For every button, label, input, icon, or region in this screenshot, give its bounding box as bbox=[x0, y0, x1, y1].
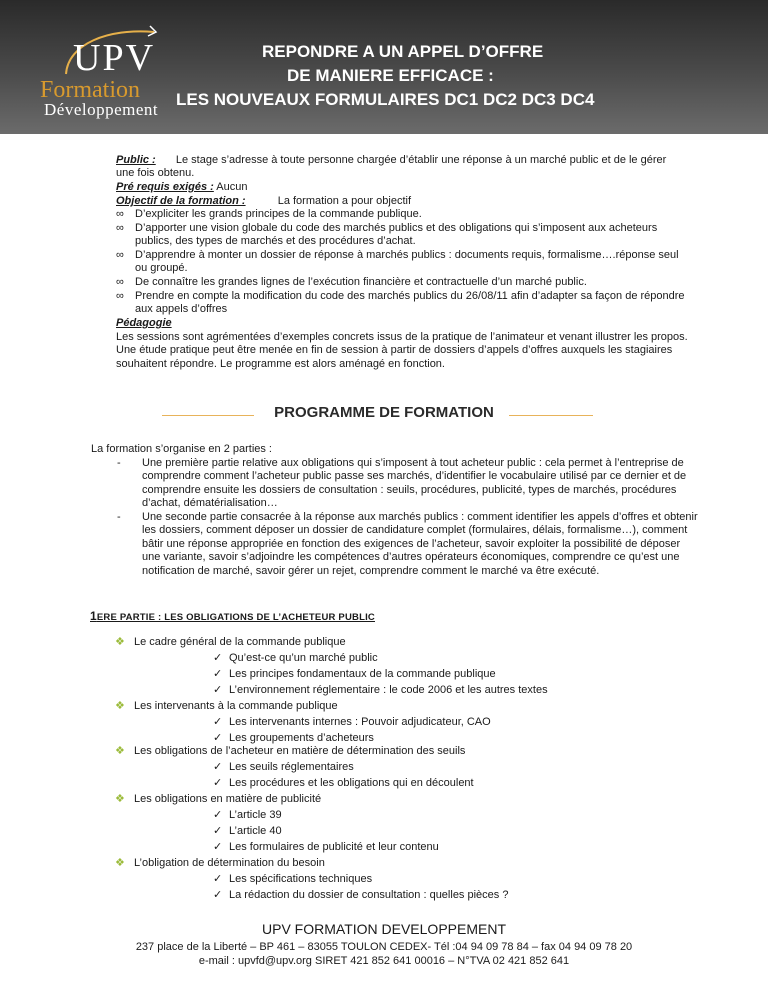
check-icon: ✓ bbox=[213, 668, 223, 680]
dash-bullet: - bbox=[117, 511, 121, 523]
programme-rule-right bbox=[509, 415, 593, 416]
footer-contact: e-mail : upvfd@upv.org SIRET 421 852 641 00016 – N°TVA 02 421 852 641 bbox=[198, 955, 570, 967]
section-item: Qu’est-ce qu’un marché public bbox=[229, 652, 378, 664]
objective-4: De connaître les grandes lignes de l’exécution financière et contractuelle d’un marché public. bbox=[135, 276, 587, 288]
objectif-line bbox=[116, 195, 411, 209]
objective-2: D’apporter une vision globale du code des marchés publics et des obligations qui s’imposent aux acheteurs bbox=[135, 222, 658, 234]
infinity-bullet-icon: ∞ bbox=[116, 290, 124, 302]
check-icon: ✓ bbox=[213, 761, 223, 773]
footer-title: UPV FORMATION DEVELOPPEMENT bbox=[262, 921, 506, 937]
part-1-title-text: ERE PARTIE : LES OBLIGATIONS DE L’ACHETEUR PUBLIC bbox=[96, 612, 375, 623]
part-desc-2-line-3: bâtir une réponse appropriée en fonction des exigences de l’acheteur, savoir exploiter la possibilité de déposer bbox=[142, 538, 681, 550]
logo-formation: Formation bbox=[40, 77, 140, 103]
programme-intro: La formation s’organise en 2 parties : bbox=[91, 443, 272, 455]
objective-3: D’apprendre à monter un dossier de réponse à marchés publics : documents requis, formalisme….réponse seul bbox=[135, 249, 679, 261]
public-text: Le stage s’adresse à toute personne chargée d’établir une réponse à un marché public et de le gérer bbox=[175, 154, 667, 166]
part-1-title bbox=[90, 609, 375, 623]
header-title-line-2: DE MANIERE EFFICACE : bbox=[287, 66, 494, 85]
section-item: Les groupements d’acheteurs bbox=[229, 732, 374, 744]
logo-upv: UPV bbox=[73, 37, 156, 79]
check-icon: ✓ bbox=[213, 684, 223, 696]
part-desc-1-line-1: Une première partie relative aux obligations qui s’imposent à tout acheteur public : cela permet à l’entreprise de bbox=[142, 457, 684, 469]
part-desc-2-line-4: une variante, savoir s’adjoindre les compétences d’autres opérateurs économiques, comprendre ce qu’est une bbox=[142, 551, 680, 563]
diamond-bullet-icon: ❖ bbox=[115, 700, 125, 712]
objective-1: D’expliciter les grands principes de la commande publique. bbox=[135, 208, 422, 220]
objectif-label: Objectif de la formation : bbox=[116, 195, 246, 207]
section-title: L’obligation de détermination du besoin bbox=[134, 857, 325, 869]
diamond-bullet-icon: ❖ bbox=[115, 857, 125, 869]
check-icon: ✓ bbox=[213, 777, 223, 789]
check-icon: ✓ bbox=[213, 841, 223, 853]
part-1-number: 1 bbox=[90, 609, 97, 623]
section-title: Le cadre général de la commande publique bbox=[134, 636, 346, 648]
check-icon: ✓ bbox=[213, 873, 223, 885]
objective-3-cont: ou groupé. bbox=[135, 262, 188, 274]
header-title-line-3: LES NOUVEAUX FORMULAIRES DC1 DC2 DC3 DC4 bbox=[176, 90, 595, 109]
part-desc-1-line-4: d’achat, dématérialisation… bbox=[142, 497, 278, 509]
section-item: L’article 40 bbox=[229, 825, 282, 837]
section-item: Les spécifications techniques bbox=[229, 873, 373, 885]
part-desc-1-line-2: comprendre comment l’acheteur public passe ses marchés, d’identifier le vocabulaire utilisé par ce dernier et de bbox=[142, 470, 687, 482]
public-line-2: une fois obtenu. bbox=[116, 167, 195, 179]
objective-2-cont: publics, des types de marchés et des procédures d’achat. bbox=[135, 235, 416, 247]
section-item: Les procédures et les obligations qui en découlent bbox=[229, 777, 474, 789]
objective-5-cont: aux appels d’offres bbox=[135, 303, 228, 315]
section-title: Les intervenants à la commande publique bbox=[134, 700, 338, 712]
part-desc-2-line-5: notification de marché, savoir gérer un rejet, comprendre comment le marché va être exécuté. bbox=[142, 565, 600, 577]
public-line-1 bbox=[116, 154, 666, 168]
check-icon: ✓ bbox=[213, 825, 223, 837]
check-icon: ✓ bbox=[213, 732, 223, 744]
section-item: L’article 39 bbox=[229, 809, 282, 821]
section-item: Les formulaires de publicité et leur contenu bbox=[229, 841, 439, 853]
public-label: Public : bbox=[116, 154, 156, 166]
part-desc-2-line-1: Une seconde partie consacrée à la réponse aux marchés publics : comment identifier les appels d’offres et obtenir bbox=[142, 511, 698, 523]
section-title: Les obligations en matière de publicité bbox=[134, 793, 322, 805]
check-icon: ✓ bbox=[213, 716, 223, 728]
programme-title: PROGRAMME DE FORMATION bbox=[274, 404, 494, 421]
part-desc-1-line-3: comprendre ensuite les dossiers de consultation : seuils, procédures, publicité, types de marchés, procédures bbox=[142, 484, 677, 496]
check-icon: ✓ bbox=[213, 889, 223, 901]
dash-bullet: - bbox=[117, 457, 121, 469]
infinity-bullet-icon: ∞ bbox=[116, 222, 124, 234]
section-item: Les intervenants internes : Pouvoir adjudicateur, CAO bbox=[229, 716, 491, 728]
diamond-bullet-icon: ❖ bbox=[115, 636, 125, 648]
section-item: Les seuils réglementaires bbox=[229, 761, 354, 773]
section-item: Les principes fondamentaux de la commande publique bbox=[229, 668, 496, 680]
pedagogie-label: Pédagogie bbox=[116, 317, 172, 329]
prereq-value: Aucun bbox=[213, 181, 248, 193]
objective-5: Prendre en compte la modification du code des marchés publics du 26/08/11 afin d’adapter sa façon de répondre bbox=[135, 290, 685, 302]
objectif-value: La formation a pour objectif bbox=[277, 195, 412, 207]
infinity-bullet-icon: ∞ bbox=[116, 276, 124, 288]
prereq-line bbox=[116, 181, 247, 195]
check-icon: ✓ bbox=[213, 809, 223, 821]
footer-address: 237 place de la Liberté – BP 461 – 83055 TOULON CEDEX- Tél :04 94 09 78 84 – fax 04 94 09 78 20 bbox=[135, 941, 633, 953]
section-title: Les obligations de l’acheteur en matière de détermination des seuils bbox=[134, 745, 466, 757]
part-desc-2-line-2: les dossiers, comment déposer un dossier de candidature complet (formulaires, délais, formalisme…), comment bbox=[142, 524, 688, 536]
section-item: La rédaction du dossier de consultation : quelles pièces ? bbox=[229, 889, 509, 901]
diamond-bullet-icon: ❖ bbox=[115, 793, 125, 805]
infinity-bullet-icon: ∞ bbox=[116, 249, 124, 261]
header-banner bbox=[0, 0, 768, 134]
header-title-line-1: REPONDRE A UN APPEL D’OFFRE bbox=[262, 42, 544, 61]
pedagogie-line-1: Les sessions sont agrémentées d’exemples concrets issus de la pratique de l’animateur et venant illustrer les propos. bbox=[116, 331, 688, 343]
check-icon: ✓ bbox=[213, 652, 223, 664]
pedagogie-line-3: souhaitent répondre. Le programme est alors aménagé en fonction. bbox=[116, 358, 445, 370]
prereq-label: Pré requis exigés : bbox=[116, 181, 214, 193]
diamond-bullet-icon: ❖ bbox=[115, 745, 125, 757]
section-item: L’environnement réglementaire : le code 2006 et les autres textes bbox=[229, 684, 548, 696]
pedagogie-line-2: Une étude pratique peut être menée en fin de session à partir de dossiers d’appels d’offres auxquels les stagiaires bbox=[116, 344, 673, 356]
logo-developpement: Développement bbox=[44, 100, 159, 119]
infinity-bullet-icon: ∞ bbox=[116, 208, 124, 220]
